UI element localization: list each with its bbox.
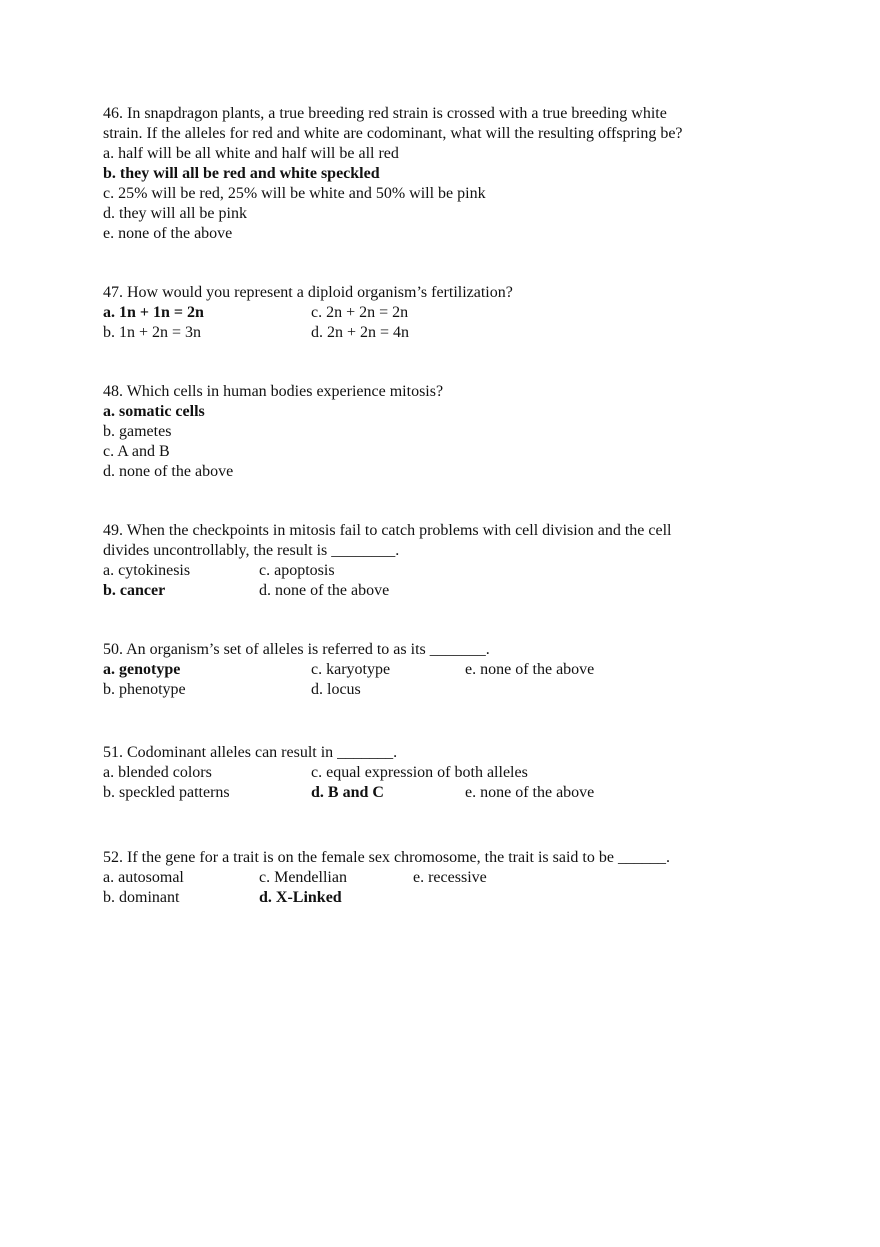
answer-option-b-correct: b. they will all be red and white speckled [103,165,380,182]
options-row [103,763,763,783]
question-stem-line: 51. Codominant alleles can result in _______. [103,744,398,761]
answer-option-a: a. autosomal [103,869,184,886]
answer-option-b: b. gametes [103,423,172,440]
answer-option-d: d. none of the above [259,582,390,599]
answer-option-a-correct: a. genotype [103,661,181,678]
options-row [103,323,763,343]
question-51 [103,743,763,803]
answer-option-a-correct: a. somatic cells [103,403,205,420]
question-52 [103,848,763,908]
options-row [103,783,763,803]
answer-option-b-correct: b. cancer [103,582,166,599]
answer-option-c: c. apoptosis [259,562,335,579]
question-50 [103,640,763,700]
question-stem-line: 49. When the checkpoints in mitosis fail to catch problems with cell division and the cell [103,522,672,539]
question-stem-line: 48. Which cells in human bodies experience mitosis? [103,383,444,400]
answer-option-e: e. none of the above [103,225,233,242]
answer-option-e: e. recessive [413,869,487,886]
question-stem-line: 50. An organism’s set of alleles is referred to as its _______. [103,641,490,658]
options-row [103,581,763,601]
answer-option-a: a. half will be all white and half will be all red [103,145,399,162]
answer-option-e: e. none of the above [465,661,595,678]
question-49 [103,521,763,601]
options-row [103,868,763,888]
answer-option-b: b. speckled patterns [103,784,230,801]
answer-option-d-correct: d. X-Linked [259,889,342,906]
answer-option-a-correct: a. 1n + 1n = 2n [103,304,204,321]
options-row [103,303,763,323]
answer-option-c: c. 2n + 2n = 2n [311,304,409,321]
options-row [103,680,763,700]
answer-option-d: d. none of the above [103,463,234,480]
options-row [103,660,763,680]
answer-option-a: a. cytokinesis [103,562,191,579]
question-stem-line: divides uncontrollably, the result is ________. [103,542,400,559]
answer-option-c: c. A and B [103,443,170,460]
answer-option-b: b. 1n + 2n = 3n [103,324,202,341]
options-row [103,888,763,908]
answer-option-d-correct: d. B and C [311,784,384,801]
question-stem-line: 46. In snapdragon plants, a true breeding red strain is crossed with a true breeding white [103,105,667,122]
answer-option-b: b. phenotype [103,681,186,698]
answer-option-c: c. equal expression of both alleles [311,764,528,781]
answer-option-d: d. locus [311,681,361,698]
question-stem-line: 52. If the gene for a trait is on the female sex chromosome, the trait is said to be ______. [103,849,670,866]
question-47 [103,283,763,343]
question-stem-line: strain. If the alleles for red and white are codominant, what will the resulting offspring be? [103,125,683,142]
answer-option-b: b. dominant [103,889,180,906]
answer-option-c: c. Mendellian [259,869,347,886]
answer-option-d: d. 2n + 2n = 4n [311,324,410,341]
question-stem-line: 47. How would you represent a diploid organism’s fertilization? [103,284,513,301]
options-row [103,561,763,581]
answer-option-a: a. blended colors [103,764,212,781]
question-46 [103,104,763,244]
question-48 [103,382,763,482]
answer-option-d: d. they will all be pink [103,205,247,222]
answer-option-c: c. karyotype [311,661,391,678]
answer-option-c: c. 25% will be red, 25% will be white and 50% will be pink [103,185,486,202]
answer-option-e: e. none of the above [465,784,595,801]
